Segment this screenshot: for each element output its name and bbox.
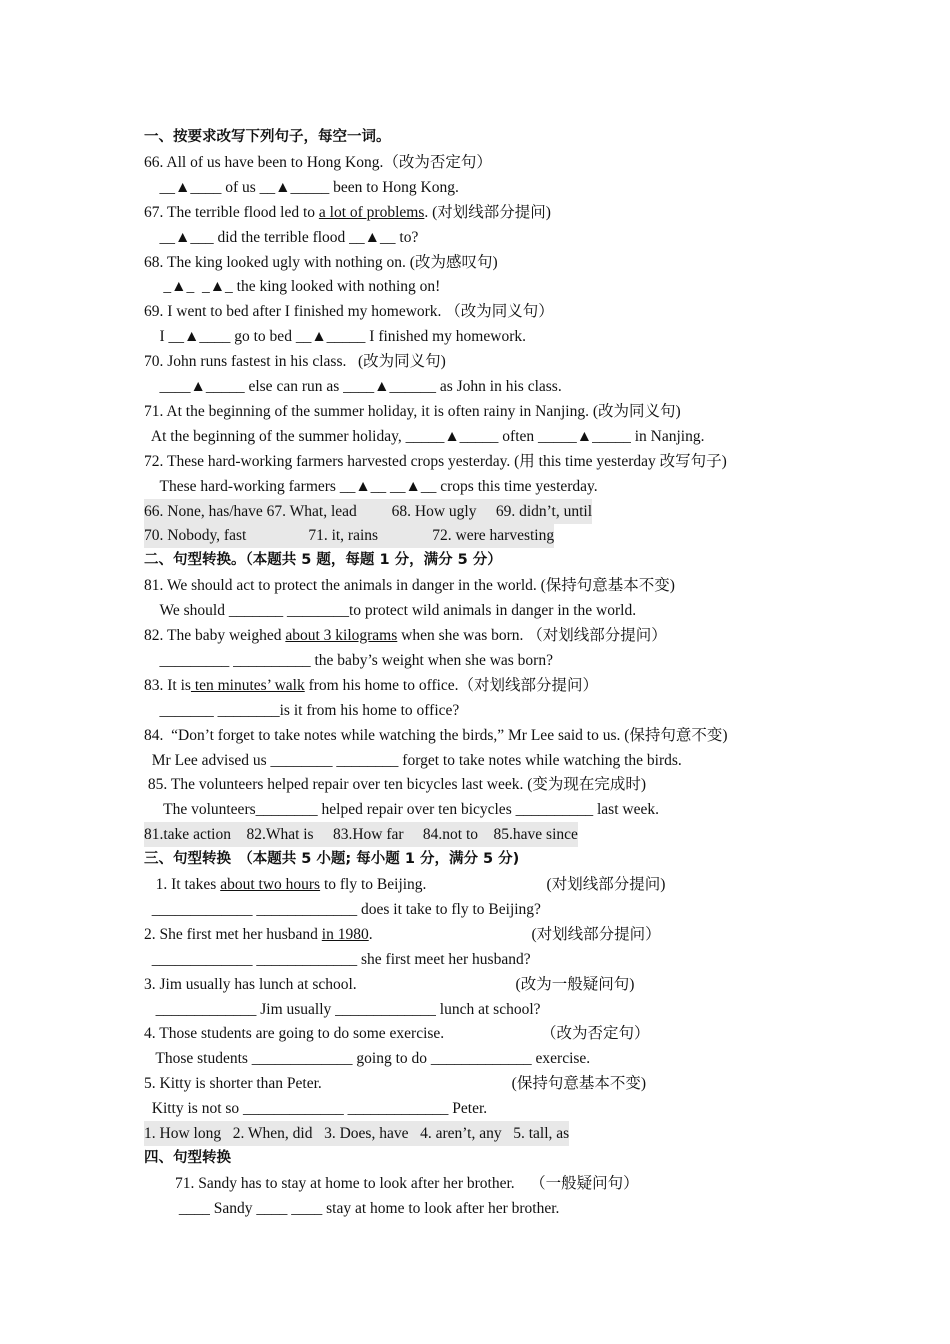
exercise-line: 71. Sandy has to stay at home to look after her brother. （一般疑问句） (144, 1174, 639, 1192)
section-heading: 四、句型转换 (144, 1149, 231, 1166)
exercise-line: 84. “Don’t forget to take notes while watching the birds,” Mr Lee said to us. (保持句意不变) (144, 726, 728, 744)
sentence-text: 67. The terrible flood led to (144, 203, 319, 221)
exercise-line (144, 872, 665, 897)
exercise-line: Those students _____________ going to do _____________ exercise. (144, 1050, 591, 1068)
exercise-line (144, 922, 661, 947)
exercise-line: __▲___ did the terrible flood __▲__ to? (144, 228, 419, 246)
answer-key-line: 70. Nobody, fast 71. it, rains 72. were harvesting (144, 523, 554, 548)
exercise-line: Mr Lee advised us ________ ________ forget to take notes while watching the birds. (144, 751, 682, 769)
sentence-text: 2. She first met her husband (144, 925, 322, 943)
exercise-line: 69. I went to bed after I finished my homework. （改为同义句） (144, 303, 554, 321)
sentence-text: . (对划线部分提问） (368, 925, 661, 943)
answer-key-line: 66. None, has/have 67. What, lead 68. How ugly 69. didn’t, until (144, 499, 592, 524)
underlined-phrase: a lot of problems (318, 203, 425, 221)
exercise-line: These hard-working farmers __▲__ __▲__ crops this time yesterday. (144, 477, 598, 495)
section-heading: 三、句型转换 （本题共 5 小题; 每小题 1 分，满分 5 分) (144, 851, 520, 868)
exercise-line: 5. Kitty is shorter than Peter. (保持句意基本不变) (144, 1075, 646, 1093)
exercise-line (144, 673, 598, 698)
exercise-line: ____▲_____ else can run as ____▲______ as John in his class. (144, 378, 562, 395)
exercise-line: 68. The king looked ugly with nothing on. (改为感叹句) (144, 253, 498, 271)
exercise-line: 81. We should act to protect the animals in danger in the world. (保持句意基本不变) (144, 577, 675, 595)
exercise-line: ____ Sandy ____ ____ stay at home to look after her brother. (144, 1199, 560, 1217)
exercise-line: At the beginning of the summer holiday, _____▲_____ often _____▲_____ in Nanjing. (144, 427, 705, 445)
exercise-line: Kitty is not so _____________ _____________ Peter. (144, 1100, 488, 1118)
exercise-line: 66. All of us have been to Hong Kong.（改为否定句） (144, 153, 492, 171)
exercise-line: _____________ Jim usually _____________ lunch at school? (144, 1000, 541, 1018)
underlined-phrase: in 1980 (321, 925, 369, 943)
underlined-phrase: about 3 kilograms (285, 627, 398, 644)
exercise-line: _____________ _____________ does it take to fly to Beijing? (144, 900, 541, 918)
exercise-line: 72. These hard-working farmers harvested crops yesterday. (用 this time yesterday 改写句子) (144, 452, 727, 470)
underlined-phrase: ten minutes’ walk (190, 676, 305, 694)
answer-key-line: 1. How long 2. When, did 3. Does, have 4. aren’t, any 5. tall, as (144, 1121, 569, 1146)
exercise-line: We should _______ ________to protect wild animals in danger in the world. (144, 602, 637, 620)
sentence-text: when she was born. （对划线部分提问） (397, 627, 667, 644)
exercise-line (144, 200, 551, 225)
exercise-line: The volunteers________ helped repair over ten bicycles __________ last week. (144, 801, 659, 819)
sentence-text: to fly to Beijing. (对划线部分提问) (320, 876, 666, 893)
exercise-line: _▲_ _▲_ the king looked with nothing on! (144, 278, 441, 296)
sentence-text: 83. It is (144, 676, 191, 694)
exercise-line: I __▲____ go to bed __▲_____ I finished my homework. (144, 328, 526, 346)
exercise-line: __▲____ of us __▲_____ been to Hong Kong. (144, 178, 459, 196)
underlined-phrase: about two hours (220, 876, 321, 893)
section-heading: 二、句型转换。（本题共 5 题，每题 1 分，满分 5 分） (144, 552, 502, 569)
exercise-line: 3. Jim usually has lunch at school. (改为一般疑问句) (144, 975, 635, 993)
exercise-line: 4. Those students are going to do some exercise. （改为否定句） (144, 1025, 650, 1043)
exercise-line: 71. At the beginning of the summer holiday, it is often rainy in Nanjing. (改为同义句) (144, 402, 681, 420)
exercise-line: _______ ________is it from his home to office? (144, 701, 460, 719)
sentence-text: 1. It takes (144, 876, 221, 893)
exercise-line (144, 623, 667, 648)
exercise-line: 70. John runs fastest in his class. (改为同义句) (144, 353, 446, 371)
exercise-line: 85. The volunteers helped repair over ten bicycles last week. (变为现在完成时) (144, 776, 647, 794)
answer-key-line: 81.take action 82.What is 83.How far 84.not to 85.have since (144, 822, 578, 847)
exercise-line: _________ __________ the baby’s weight when she was born? (144, 651, 553, 669)
sentence-text: . (对划线部分提问) (424, 203, 551, 221)
sentence-text: 82. The baby weighed (144, 627, 286, 644)
sentence-text: from his home to office.（对划线部分提问） (304, 676, 599, 694)
exercise-line: _____________ _____________ she first meet her husband? (144, 950, 531, 968)
section-heading: 一、按要求改写下列句子，每空一词。 (144, 129, 391, 145)
